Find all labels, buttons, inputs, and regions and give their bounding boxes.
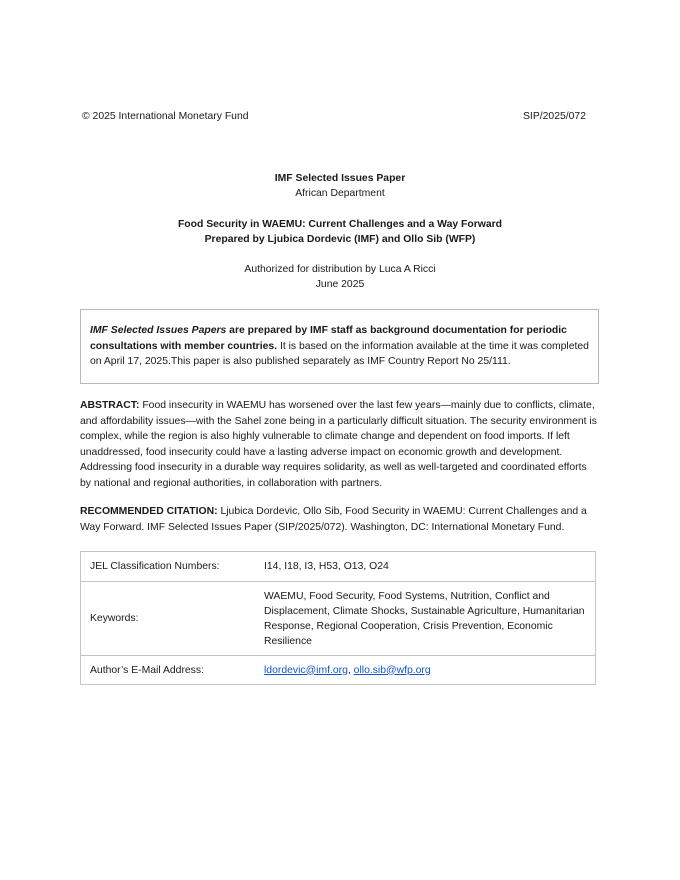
authors-line: Prepared by Ljubica Dordevic (IMF) and Ollo Sib (WFP) — [204, 234, 476, 245]
email-link-wfp[interactable]: ollo.sib@wfp.org — [353, 664, 431, 676]
paper-number: SIP/2025/072 — [523, 111, 586, 122]
table-row — [81, 552, 596, 582]
publication-date: June 2025 — [315, 279, 365, 290]
citation — [80, 504, 600, 535]
jel-label: JEL Classification Numbers: — [81, 552, 265, 582]
email-value — [264, 656, 596, 685]
authorized-by: Authorized for distribution by Luca A Ricci — [244, 264, 436, 275]
email-separator: , — [347, 664, 354, 676]
abstract-text: Food insecurity in WAEMU has worsened over the last few years—mainly due to conflicts, climate, and affordability issues—with the Sahel zone being in a particularly difficult situation. The security environment is complex, while the region is also highly vulnerable to climate change and dependent on food imports. If left unaddressed, food insecurity could have a lasting adverse impact on economic growth and development. Addressing food insecurity in a durable way requires solidarity, as well as well-targeted and coordinated efforts by national and regional authorities, in collaboration with partners. — [80, 400, 597, 489]
abstract-label: ABSTRACT: — [80, 400, 140, 411]
series-title: IMF Selected Issues Paper — [274, 173, 406, 184]
disclaimer-bold: are prepared by IMF staff as background documentation for periodic consultations with member countries. — [90, 325, 567, 352]
keywords-value: WAEMU, Food Security, Food Systems, Nutrition, Conflict and Displacement, Climate Shocks, Sustainable Agriculture, Humanitarian Response, Regional Cooperation, Crisis Prevention, Economic Resilience — [264, 582, 596, 656]
disclaimer-box — [80, 309, 599, 384]
citation-text: Ljubica Dordevic, Ollo Sib, Food Security in WAEMU: Current Challenges and a Way Forward. IMF Selected Issues Paper (SIP/2025/072). Washington, DC: International Monetary Fund. — [80, 506, 587, 533]
info-table — [80, 551, 596, 685]
jel-value: I14, I18, I3, H53, O13, O24 — [264, 552, 596, 582]
keywords-label: Keywords: — [81, 582, 265, 656]
table-row — [81, 656, 596, 685]
abstract — [80, 398, 600, 491]
citation-label: RECOMMENDED CITATION: — [80, 506, 218, 517]
disclaimer-text: It is based on the information available at the time it was completed on April 17, 2025.This paper is also published separately as IMF Country Report No 25/111. — [90, 340, 589, 367]
email-label: Author’s E-Mail Address: — [81, 656, 265, 685]
disclaimer-series: IMF Selected Issues Papers — [90, 325, 227, 336]
email-link-imf[interactable]: ldordevic@imf.org — [264, 664, 348, 676]
copyright-notice: © 2025 International Monetary Fund — [82, 111, 249, 122]
table-row — [81, 582, 596, 656]
department: African Department — [295, 188, 385, 199]
paper-title: Food Security in WAEMU: Current Challenges and a Way Forward — [177, 219, 503, 230]
